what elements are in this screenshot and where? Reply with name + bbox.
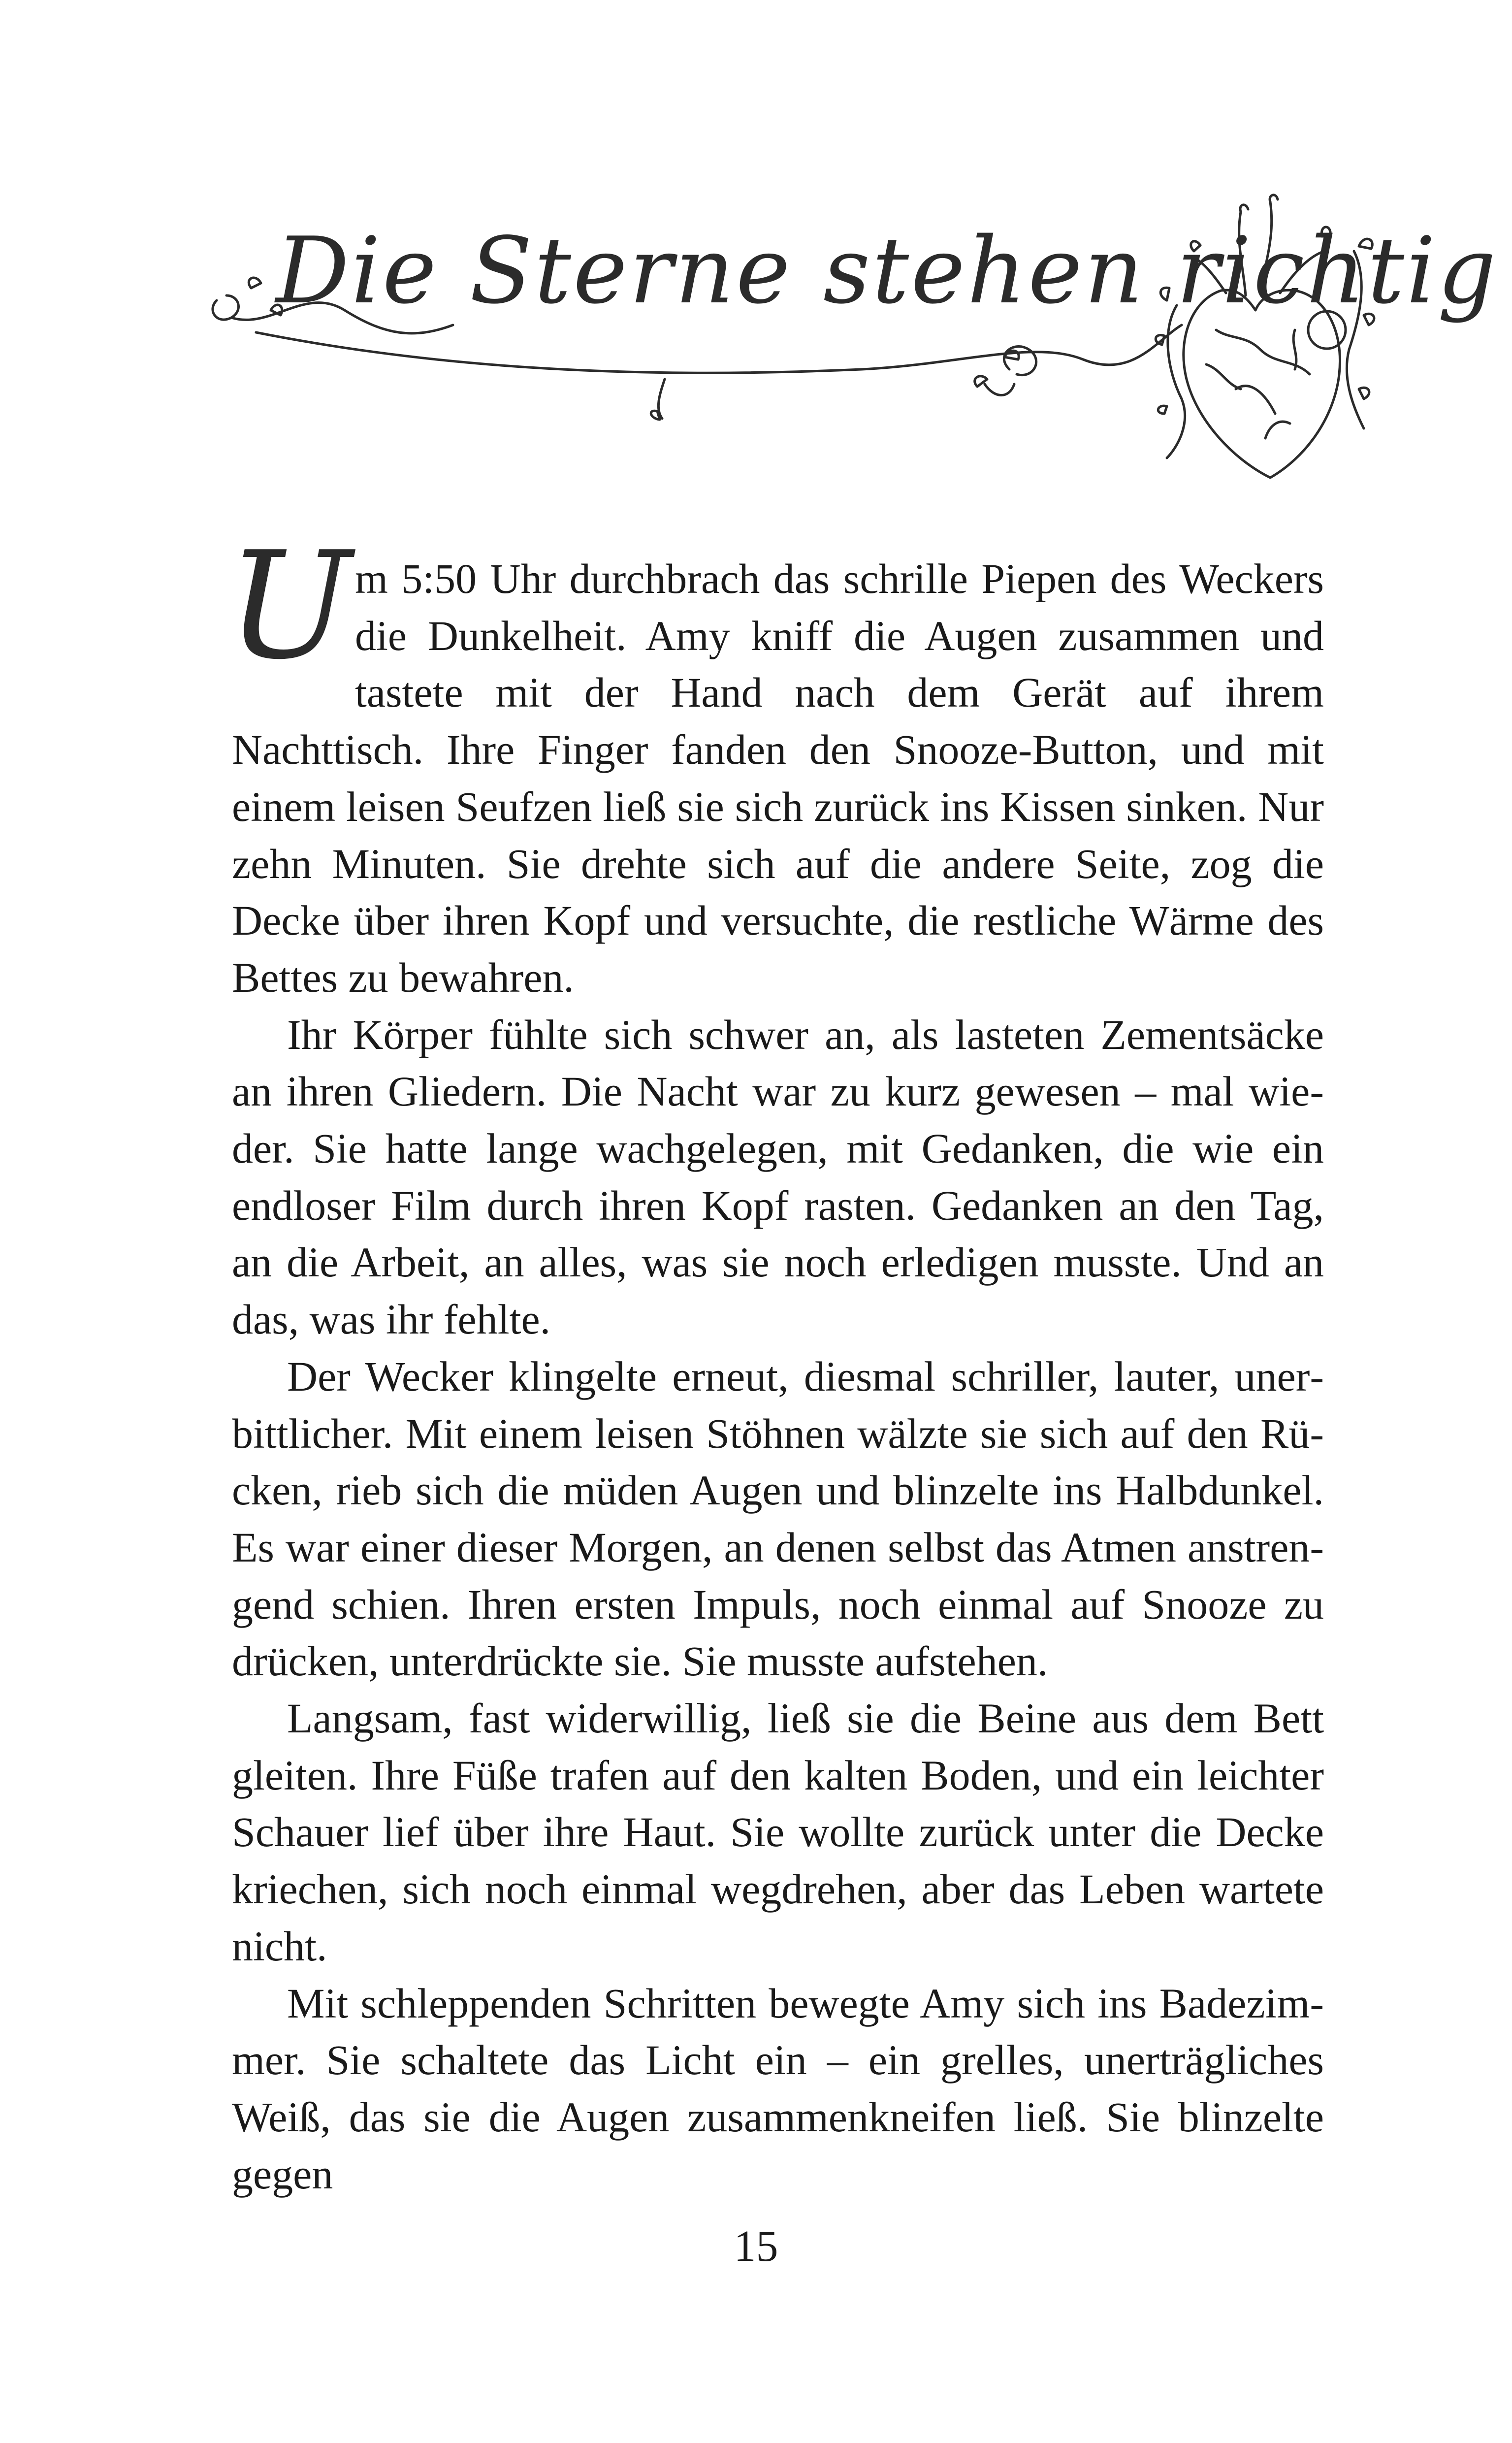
- paragraph-text: m 5:50 Uhr durchbrach das schrille Piepen des Weckers die Dunkelheit. Amy kniff die Augen zusammen und tastete mit der Hand nach dem Gerät auf ihrem Nachttisch. Ihre Finger fanden den Snooze-Button, und mit einem leisen Seufzen ließ sie sich zurück ins Kissen sinken. Nur zehn Minuten. Sie drehte sich auf die andere Seite, zog die Decke über ihren Kopf und versuchte, die restliche Wärme des Bettes zu bewahren.: [232, 555, 1324, 1001]
- drop-cap: U: [227, 520, 352, 692]
- chapter-title: Die Sterne stehen richtig: [276, 217, 1498, 324]
- story-text: [227, 520, 1324, 2203]
- paragraph: [227, 520, 1324, 1007]
- paragraph: Langsam, fast widerwillig, ließ sie die Beine aus dem Bett gleiten. Ihre Füße trafen auf den kalten Boden, und ein leichter Schauer lief über ihre Haut. Sie wollte zurück unter die Decke kriechen, sich noch einmal wegdrehen, aber das Leben wartete nicht.: [232, 1694, 1324, 1970]
- paragraph: Der Wecker klingelte erneut, diesmal schriller, lauter, unerbittlicher. Mit einem leisen Stöhnen wälzte sie sich auf den Rücken, rieb sich die müden Augen und blinzelte ins Halbdunkel. Es war einer dieser Morgen, an denen selbst das Atmen anstrengend schien. Ihren ersten Impuls, noch einmal auf Snooze zu drücken, unterdrückte sie. Sie musste aufstehen.: [232, 1352, 1324, 1685]
- anatomical-heart-icon: [1147, 182, 1379, 488]
- paragraph: Mit schleppenden Schritten bewegte Amy sich ins Badezimmer. Sie schaltete das Licht ein – ein grelles, unerträgliches Weiß, das sie die Augen zusammenkneifen ließ. Sie blinzelte gegen: [232, 1979, 1324, 2198]
- page-number: 15: [734, 2222, 778, 2271]
- paragraph: Ihr Körper fühlte sich schwer an, als lasteten Zementsäcke an ihren Gliedern. Die Nacht war zu kurz gewesen – mal wieder. Sie hatte lange wachgelegen, mit Gedanken, die wie ein endloser Film durch ihren Kopf rasten. Gedanken an den Tag, an die Arbeit, an alles, was sie noch erledigen musste. Und an das, was ihr fehlte.: [232, 1010, 1324, 1343]
